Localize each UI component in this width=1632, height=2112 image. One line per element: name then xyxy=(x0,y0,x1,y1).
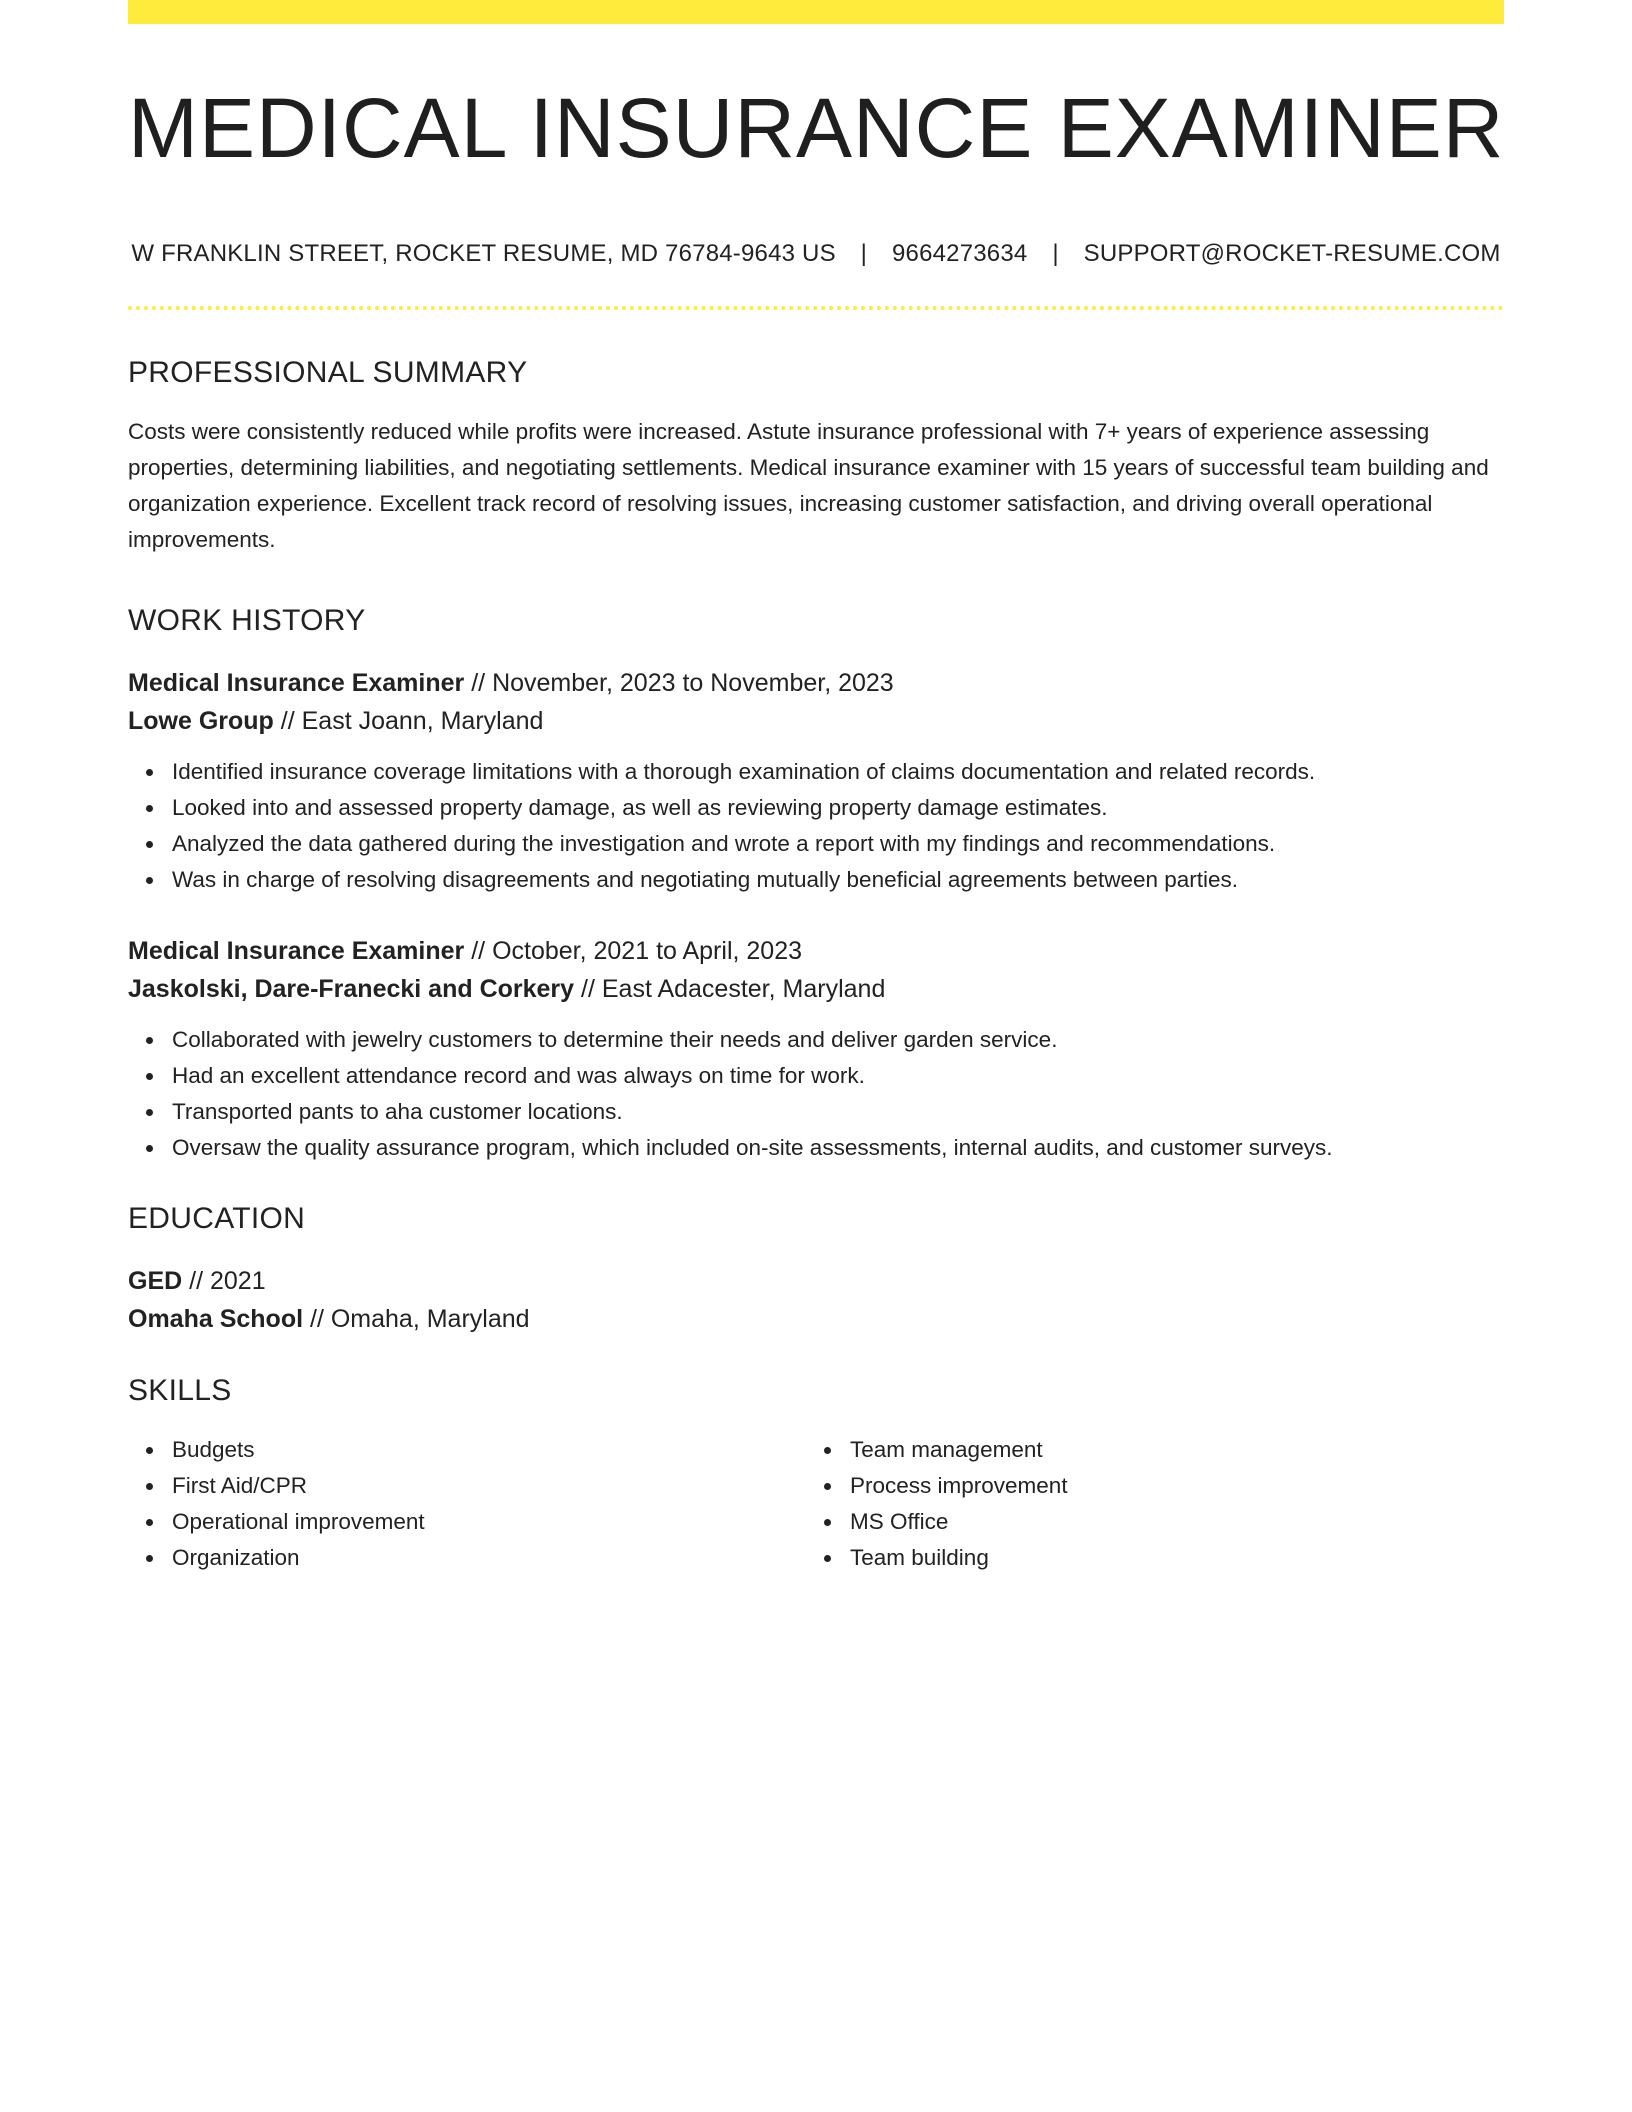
education-year: 2021 xyxy=(209,1267,266,1295)
job-dates: October, 2021 to April, 2023 xyxy=(492,937,802,965)
list-item: Collaborated with jewelry customers to determine their needs and deliver garden service. xyxy=(172,1022,1504,1058)
job-role-line xyxy=(128,664,1504,702)
skills-grid xyxy=(128,1432,1504,1576)
accent-top-bar xyxy=(128,0,1504,24)
contact-email: SUPPORT@ROCKET-RESUME.COM xyxy=(1083,240,1501,267)
contact-separator: | xyxy=(1052,240,1059,267)
education-degree-line xyxy=(128,1262,1504,1300)
contact-address: W FRANKLIN STREET, ROCKET RESUME, MD 76784-9643 US xyxy=(131,240,836,267)
job-bullets xyxy=(128,754,1504,898)
contact-line xyxy=(128,240,1504,268)
list-item: Looked into and assessed property damage, as well as reviewing property damage estimates. xyxy=(172,790,1504,826)
job-company: Lowe Group xyxy=(128,707,274,735)
education-school: Omaha School xyxy=(128,1305,304,1333)
skills-list xyxy=(128,1432,806,1576)
list-item: Transported pants to aha customer locations. xyxy=(172,1094,1504,1130)
contact-phone: 9664273634 xyxy=(891,240,1028,267)
job-role-line xyxy=(128,932,1504,970)
skills-column-right xyxy=(806,1432,1484,1576)
list-item: First Aid/CPR xyxy=(172,1468,806,1504)
education-school-line xyxy=(128,1300,1504,1338)
education-heading: EDUCATION xyxy=(128,1202,306,1235)
delimiter: // xyxy=(574,975,602,1003)
job-location: East Joann, Maryland xyxy=(301,707,544,735)
job-entry xyxy=(128,664,1504,898)
job-company: Jaskolski, Dare-Franecki and Corkery xyxy=(128,975,575,1003)
job-company-line xyxy=(128,702,1504,740)
education-degree: GED xyxy=(128,1267,183,1295)
delimiter: // xyxy=(182,1267,210,1295)
contact-separator: | xyxy=(860,240,868,267)
list-item: Had an excellent attendance record and was always on time for work. xyxy=(172,1058,1504,1094)
education-entry xyxy=(128,1262,1504,1338)
list-item: Team management xyxy=(850,1432,1484,1468)
page-title: MEDICAL INSURANCE EXAMINER xyxy=(128,81,1505,175)
job-role: Medical Insurance Examiner xyxy=(128,669,465,697)
skills-column-left xyxy=(128,1432,806,1576)
list-item: Operational improvement xyxy=(172,1504,806,1540)
work-history-heading: WORK HISTORY xyxy=(128,604,366,637)
list-item: Oversaw the quality assurance program, which included on-site assessments, internal audits, and customer surveys. xyxy=(172,1130,1504,1166)
dotted-divider xyxy=(128,306,1504,310)
job-company-line xyxy=(128,970,1504,1008)
delimiter: // xyxy=(273,707,302,735)
job-dates: November, 2023 to November, 2023 xyxy=(492,669,894,697)
skills-list xyxy=(806,1432,1484,1576)
delimiter: // xyxy=(303,1305,331,1333)
job-role: Medical Insurance Examiner xyxy=(128,937,465,965)
list-item: Was in charge of resolving disagreements and negotiating mutually beneficial agreements between parties. xyxy=(172,862,1504,898)
summary-text: Costs were consistently reduced while profits were increased. Astute insurance professional with 7+ years of experience assessing properties, determining liabilities, and negotiating settlements. Medical insurance examiner with 15 years of successful team building and organization experience. Excellent track record of resolving issues, increasing customer satisfaction, and driving overall operational improvements. xyxy=(128,419,1489,552)
list-item: Analyzed the data gathered during the investigation and wrote a report with my findings and recommendations. xyxy=(172,826,1504,862)
delimiter: // xyxy=(464,669,493,697)
list-item: Organization xyxy=(172,1540,806,1576)
list-item: Process improvement xyxy=(850,1468,1484,1504)
job-entry xyxy=(128,932,1504,1166)
resume-page xyxy=(128,0,1504,1576)
delimiter: // xyxy=(464,937,493,965)
job-location: East Adacester, Maryland xyxy=(601,975,886,1003)
education-location: Omaha, Maryland xyxy=(330,1305,530,1333)
list-item: Identified insurance coverage limitations with a thorough examination of claims documentation and related records. xyxy=(172,754,1504,790)
list-item: Team building xyxy=(850,1540,1484,1576)
summary-heading: PROFESSIONAL SUMMARY xyxy=(128,356,528,389)
skills-heading: SKILLS xyxy=(128,1374,232,1407)
list-item: MS Office xyxy=(850,1504,1484,1540)
list-item: Budgets xyxy=(172,1432,806,1468)
job-bullets xyxy=(128,1022,1504,1166)
